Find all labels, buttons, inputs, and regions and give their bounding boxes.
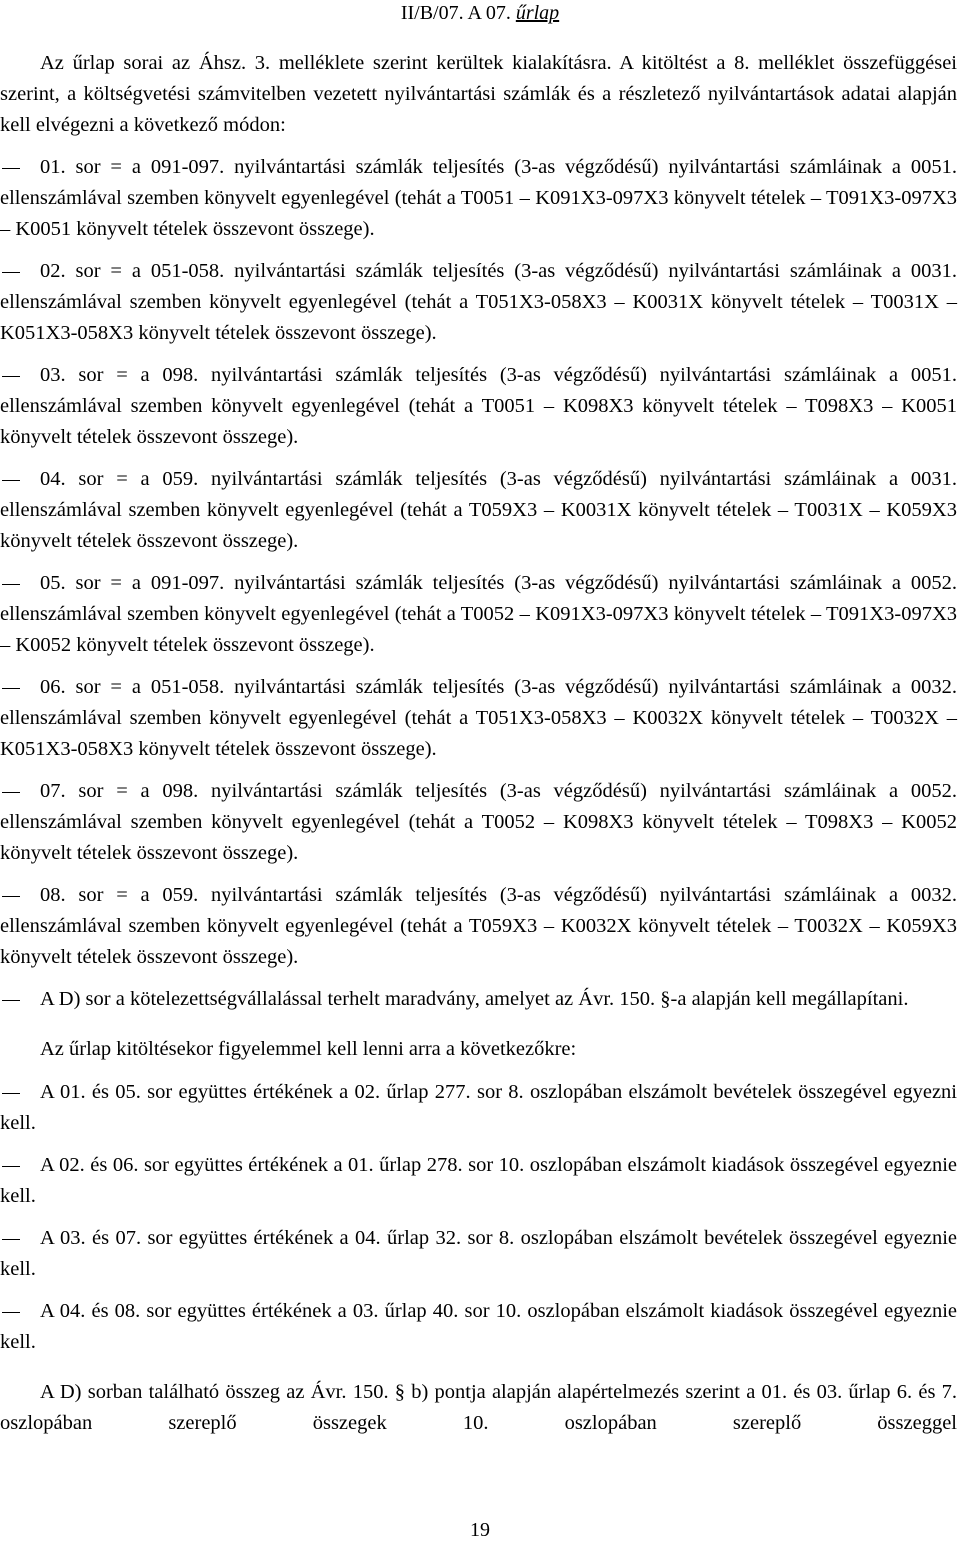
dash-bullet [0, 464, 40, 495]
row-item-text: 08. sor = a 059. nyilvántartási számlák teljesítés (3-as végződésű) nyilvántartási számláinak a 0032. ellenszámlával szemben könyvelt egyenlegével (tehát a T059X3 – K0032X könyvelt tételek – T0032X – K059X3 könyvelt tételek összevont összege). [0, 884, 957, 968]
row-item-text: 06. sor = a 051-058. nyilvántartási számlák teljesítés (3-as végződésű) nyilvántartási számláinak a 0032. ellenszámlával szemben könyvelt egyenlegével (tehát a T051X3-058X3 – K0032X könyvelt tételek – T0032X – K051X3-058X3 könyvelt tételek összevont összege). [0, 676, 957, 760]
row-item-text: 05. sor = a 091-097. nyilvántartási számlák teljesítés (3-as végződésű) nyilvántartási számláinak a 0052. ellenszámlával szemben könyvelt egyenlegével (tehát a T0052 – K091X3-097X3 könyvelt tételek – T091X3-097X3 – K0052 könyvelt tételek összevont összege). [0, 572, 957, 656]
closing-paragraph: A D) sorban található összeg az Ávr. 150. § b) pontja alapján alapértelmezés szerint a 01. és 03. űrlap 6. és 7. oszlopában szereplő összegek 10. oszlopában szereplő összeggel [0, 1381, 957, 1434]
dash-bullet [0, 880, 40, 911]
check-item-text: A 02. és 06. sor együttes értékének a 01. űrlap 278. sor 10. oszlopában elszámolt kiadások összegével egyeznie kell. [0, 1154, 957, 1207]
row-item-text: 02. sor = a 051-058. nyilvántartási számlák teljesítés (3-as végződésű) nyilvántartási számláinak a 0031. ellenszámlával szemben könyvelt egyenlegével (tehát a T051X3-058X3 – K0031X könyvelt tételek – T0031X – K051X3-058X3 könyvelt tételek összevont összege). [0, 260, 957, 344]
check-item-3 [0, 1223, 957, 1285]
header-form-label: űrlap [515, 2, 560, 24]
dash-bullet [0, 1223, 40, 1254]
dash-bullet [0, 776, 40, 807]
check-item-text: A 04. és 08. sor együttes értékének a 03. űrlap 40. sor 10. oszlopában elszámolt kiadások összegével egyeznie kell. [0, 1300, 957, 1353]
check-item-4 [0, 1296, 957, 1358]
dash-bullet [0, 1077, 40, 1108]
dash-bullet [0, 360, 40, 391]
check-item-text: A 03. és 07. sor együttes értékének a 04. űrlap 32. sor 8. oszlopában elszámolt bevételek összegével egyeznie kell. [0, 1227, 957, 1280]
dash-bullet [0, 984, 40, 1015]
row-item-text: A D) sor a kötelezettségvállalással terhelt maradvány, amelyet az Ávr. 150. §-a alapján kell megállapítani. [40, 988, 909, 1010]
dash-bullet [0, 152, 40, 183]
row-item-text: 01. sor = a 091-097. nyilvántartási számlák teljesítés (3-as végződésű) nyilvántartási számláinak a 0051. ellenszámlával szemben könyvelt egyenlegével (tehát a T0051 – K091X3-097X3 könyvelt tételek – T091X3-097X3 – K0051 könyvelt tételek összevont összege). [0, 156, 957, 240]
row-item-02 [0, 256, 957, 349]
dash-bullet [0, 568, 40, 599]
row-item-text: 07. sor = a 098. nyilvántartási számlák teljesítés (3-as végződésű) nyilvántartási számláinak a 0052. ellenszámlával szemben könyvelt egyenlegével (tehát a T0052 – K098X3 könyvelt tételek – T098X3 – K0052 könyvelt tételek összevont összege). [0, 780, 957, 864]
dash-bullet [0, 1150, 40, 1181]
header-prefix: II/B/07. A 07. [400, 2, 516, 24]
dash-bullet [0, 1296, 40, 1327]
row-item-08 [0, 880, 957, 973]
checks-intro: Az űrlap kitöltésekor figyelemmel kell lenni arra a következőkre: [40, 1038, 577, 1060]
check-item-1 [0, 1077, 957, 1139]
page-header [0, 0, 960, 26]
row-item-07 [0, 776, 957, 869]
document-body [0, 48, 957, 1439]
check-item-text: A 01. és 05. sor együttes értékének a 02. űrlap 277. sor 8. oszlopában elszámolt bevételek összegével egyezni kell. [0, 1081, 957, 1134]
check-item-2 [0, 1150, 957, 1212]
row-item-05 [0, 568, 957, 661]
row-item-text: 03. sor = a 098. nyilvántartási számlák teljesítés (3-as végződésű) nyilvántartási számláinak a 0051. ellenszámlával szemben könyvelt egyenlegével (tehát a T0051 – K098X3 könyvelt tételek – T098X3 – K0051 könyvelt tételek összevont összege). [0, 364, 957, 448]
row-item-text: 04. sor = a 059. nyilvántartási számlák teljesítés (3-as végződésű) nyilvántartási számláinak a 0031. ellenszámlával szemben könyvelt egyenlegével (tehát a T059X3 – K0031X könyvelt tételek – T0031X – K059X3 könyvelt tételek összevont összege). [0, 468, 957, 552]
page-number: 19 [470, 1519, 490, 1541]
intro-paragraph: Az űrlap sorai az Áhsz. 3. melléklete szerint kerültek kialakításra. A kitöltést a 8. melléklet összefüggései szerint, a költségvetési számvitelben vezetett nyilvántartási számlák és a részletező nyilvántartások adatai alapján kell elvégezni a következő módon: [0, 52, 957, 136]
row-item-01 [0, 152, 957, 245]
row-item-d [0, 984, 957, 1015]
dash-bullet [0, 256, 40, 287]
row-item-03 [0, 360, 957, 453]
row-item-06 [0, 672, 957, 765]
dash-bullet [0, 672, 40, 703]
row-item-04 [0, 464, 957, 557]
